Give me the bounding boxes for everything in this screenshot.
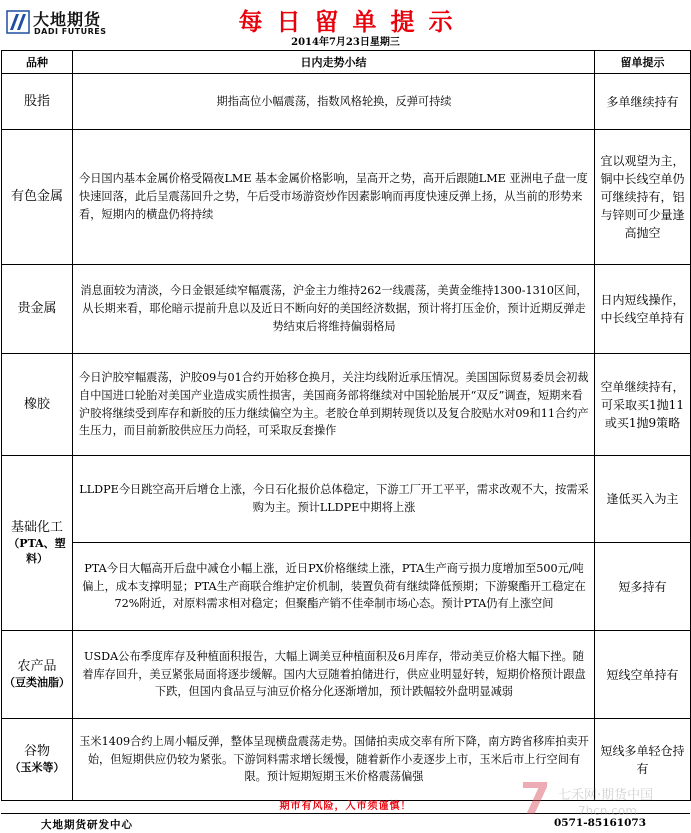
category-name: 贵金属 <box>17 301 57 317</box>
category-name: 谷物 <box>23 744 50 760</box>
tip-cell: 短线空单持有 <box>595 631 691 719</box>
tip-cell: 空单继续持有，可采取买1抛11或买1抛9策略 <box>595 354 691 456</box>
category-subname: （PTA、塑料） <box>8 536 66 565</box>
category-name: 有色金属 <box>10 189 63 205</box>
research-center-name: 大地期货研发中心 <box>41 819 133 831</box>
summary-cell: 玉米1409合约上周小幅反弹，整体呈现横盘震荡走势。国储拍卖成交率有所下降，南方跨省移库拍卖开始，但短期供应仍较为紧张。下游饲料需求增长缓慢，随着新作小麦逐步上市，玉米后市上行空间有限。预计短期短期玉米价格震荡偏强 <box>73 719 595 801</box>
site-watermark <box>520 774 690 826</box>
category-cell <box>2 265 73 354</box>
summary-cell: 今日沪胶窄幅震荡，沪胶09与01合约开始移仓换月，关注均线附近承压情况。美国国际贸易委员会初裁自中国进口轮胎对美国产业造成实质性损害，美国商务部将继续对中国轮胎展开“双反”调查，短期来看沪胶将继续受到库存和新胶的压力继续偏空为主。老胶仓单到期转现货以及复合胶贴水对09和11合约产生压力，而目前新胶供应压力尚轻，可采取反套操作 <box>73 354 595 456</box>
watermark-url: 7hcn.com <box>578 804 637 818</box>
category-name: 橡胶 <box>23 396 50 412</box>
summary-cell: 消息面较为清淡，今日金银延续窄幅震荡，沪金主力维持262一线震荡，美黄金维持1300-1310区间，从长期来看，耶伦暗示提前升息以及近日不断向好的美国经济数据，预计将打压金价，预计近期反弹走势结束后将维持偏弱格局 <box>73 265 595 354</box>
summary-cell: USDA公布季度库存及种植面积报告，大幅上调美豆种植面积及6月库存，带动美豆价格大幅下挫。随着库存回升，美豆紧张局面将逐步缓解。国内大豆随着拍储进行，供应业明显好转，短期价格预计跟盘下跌，但国内食品豆与油豆价格分化逐渐增加，预计跌幅较外盘明显减弱 <box>73 631 595 719</box>
category-cell <box>2 456 73 631</box>
category-subname: （豆类油脂） <box>4 675 70 689</box>
report-date: 2014年7月23日星期三 <box>291 37 400 48</box>
daily-tips-table <box>1 50 691 801</box>
tip-cell: 短线多单轻仓持有 <box>595 719 691 801</box>
table-header-row <box>2 51 691 74</box>
summary-cell: PTA今日大幅高开后盘中减仓小幅上涨，近日PX价格继续上涨，PTA生产商亏损力度增加至500元/吨偏上，成本支撑明显；PTA生产商联合维护定价机制，装置负荷有继续降低预期；下游聚酯开工稳定在72%附近，对原料需求相对稳定；但聚酯产销不佳牵制市场心态。预计PTA仍有上涨空间 <box>73 543 595 631</box>
category-name: 农产品 <box>17 659 57 675</box>
table-row-rubber <box>2 354 691 456</box>
tip-cell: 宜以观望为主，铜中长线空单仍可继续持有，铝与锌则可少量逢高抛空 <box>595 130 691 265</box>
tip-cell: 短多持有 <box>595 543 691 631</box>
category-cell <box>2 719 73 801</box>
table-row-nonferrous <box>2 130 691 265</box>
category-name: 基础化工 <box>10 520 63 536</box>
tip-cell: 逢低买入为主 <box>595 456 691 543</box>
watermark-text: 七禾网·期货中国 <box>558 788 654 803</box>
table-row-chemicals-pta <box>2 543 691 631</box>
column-header-summary: 日内走势小结 <box>73 51 595 74</box>
table-row-agriculture <box>2 631 691 719</box>
category-cell <box>2 354 73 456</box>
column-header-category: 品种 <box>2 51 73 74</box>
table-row-precious-metals <box>2 265 691 354</box>
summary-cell: 今日国内基本金属价格受隔夜LME 基本金属价格影响，呈高开之势，高开后跟随LME 亚洲电子盘一度快速回落，此后呈震荡回升之势，午后受市场游资炒作因素影响而再度快速反弹上扬，从当前的形势来看，短期内的横盘仍将持续 <box>73 130 595 265</box>
watermark-logo-icon: 7 <box>520 774 551 825</box>
category-name: 股指 <box>23 93 50 109</box>
risk-warning: 期市有风险，入市须谨慎！ <box>279 801 412 812</box>
logo-text-en: DADI FUTURES <box>34 27 107 36</box>
table-row-chemicals-lldpe <box>2 456 691 543</box>
tip-cell: 日内短线操作，中长线空单持有 <box>595 265 691 354</box>
page-title: 每日留单提示 <box>238 8 467 36</box>
contact-phone: 0571-85161073 <box>554 817 647 829</box>
category-cell <box>2 130 73 265</box>
category-cell <box>2 631 73 719</box>
logo-text-cn: 大地期货 <box>33 10 102 29</box>
category-cell <box>2 74 73 130</box>
table-row-stock-index <box>2 74 691 130</box>
tip-cell: 多单继续持有 <box>595 74 691 130</box>
summary-cell: 期指高位小幅震荡，指数风格轮换，反弹可持续 <box>73 74 595 130</box>
summary-cell: LLDPE今日跳空高开后增仓上涨，今日石化报价总体稳定，下游工厂开工平平，需求改观不大，按需采购为主。预计LLDPE中期将上涨 <box>73 456 595 543</box>
page-header <box>0 0 691 46</box>
column-header-tip: 留单提示 <box>595 51 691 74</box>
category-subname: （玉米等） <box>9 760 65 774</box>
